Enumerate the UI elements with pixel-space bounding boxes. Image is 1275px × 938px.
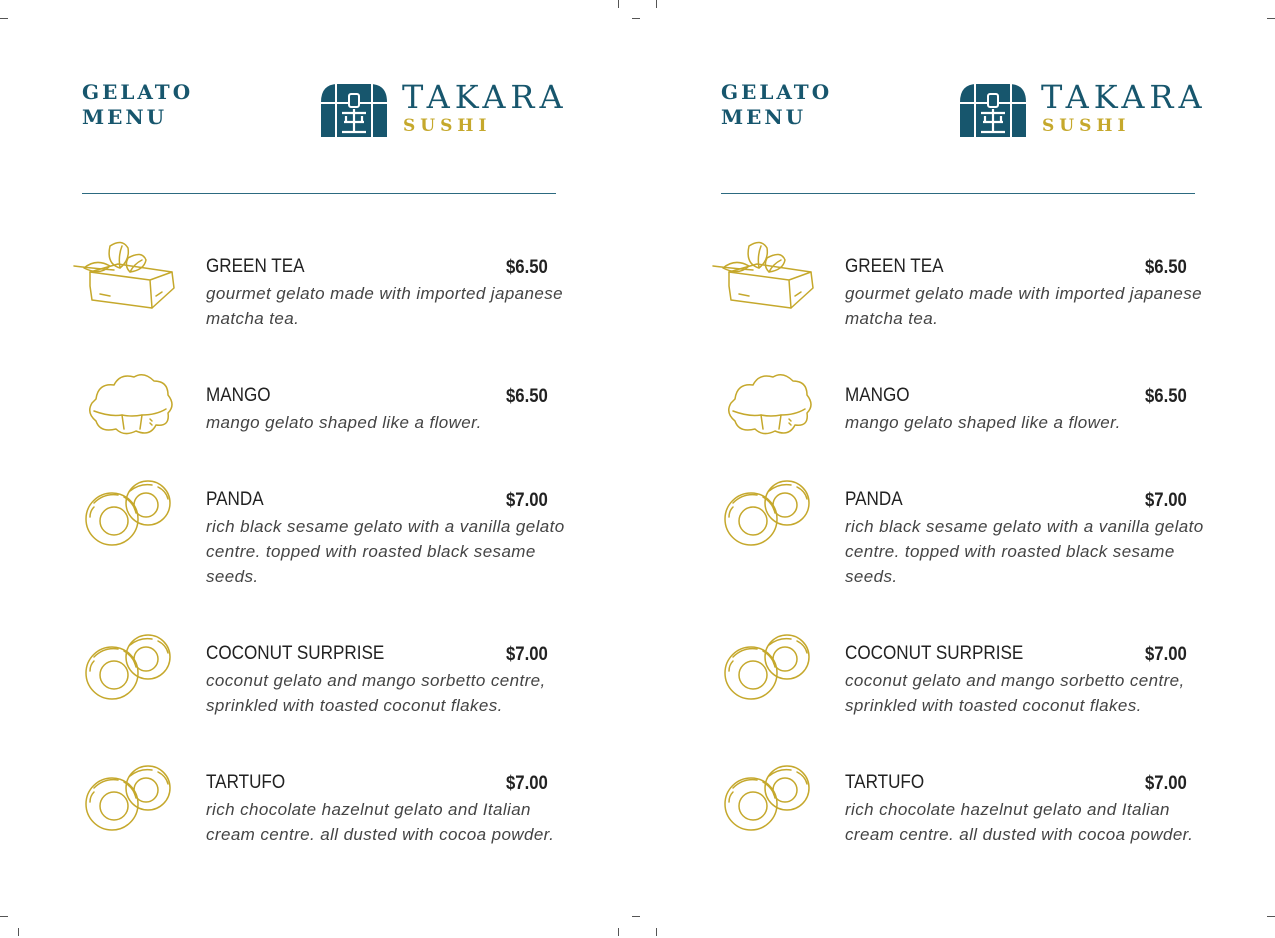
menu-panel-left (70, 0, 630, 938)
item-name: MANGO (206, 385, 271, 406)
item-name: MANGO (845, 385, 910, 406)
matcha-block-icon (70, 234, 180, 314)
flower-mochi-icon (709, 365, 819, 445)
item-price: $7.00 (506, 644, 548, 665)
gelato-balls-icon (70, 473, 180, 553)
item-description: rich black sesame gelato with a vanilla gelato centre. topped with roasted black sesame seeds. (206, 517, 565, 586)
brand-name: TAKARA (402, 78, 568, 116)
brand-logo (318, 80, 568, 140)
crop-mark (0, 18, 8, 19)
menu-title (82, 80, 232, 130)
menu-title-line2: MENU (82, 105, 168, 129)
item-name: COCONUT SURPRISE (206, 643, 385, 664)
item-name: PANDA (206, 489, 264, 510)
item-description: mango gelato shaped like a flower. (845, 413, 1121, 432)
item-price: $6.50 (1145, 257, 1187, 278)
brand-name: TAKARA (1041, 78, 1207, 116)
item-description: rich black sesame gelato with a vanilla gelato centre. topped with roasted black sesame seeds. (845, 517, 1204, 586)
item-name: PANDA (845, 489, 903, 510)
crop-mark (632, 18, 640, 19)
item-description: coconut gelato and mango sorbetto centre, sprinkled with toasted coconut flakes. (845, 671, 1185, 715)
gelato-balls-icon (70, 758, 180, 838)
item-price: $7.00 (506, 490, 548, 511)
item-price: $7.00 (1145, 644, 1187, 665)
item-description: mango gelato shaped like a flower. (206, 413, 482, 432)
brand-subtitle: SUSHI (1042, 116, 1131, 136)
crop-mark (632, 916, 640, 917)
menu-title-line2: MENU (721, 105, 807, 129)
item-price: $7.00 (506, 773, 548, 794)
item-name: GREEN TEA (206, 256, 305, 277)
divider-rule (82, 193, 556, 194)
menu-title (721, 80, 871, 130)
item-description: coconut gelato and mango sorbetto centre, sprinkled with toasted coconut flakes. (206, 671, 546, 715)
item-name: COCONUT SURPRISE (845, 643, 1024, 664)
item-name: TARTUFO (206, 772, 286, 793)
item-price: $7.00 (1145, 490, 1187, 511)
item-price: $6.50 (506, 257, 548, 278)
divider-rule (721, 193, 1195, 194)
crop-mark (18, 928, 19, 936)
item-description: rich chocolate hazelnut gelato and Italian cream centre. all dusted with cocoa powder. (206, 800, 555, 844)
item-description: rich chocolate hazelnut gelato and Italian cream centre. all dusted with cocoa powder. (845, 800, 1194, 844)
flower-mochi-icon (70, 365, 180, 445)
brand-subtitle: SUSHI (403, 116, 492, 136)
menu-title-line1: GELATO (721, 80, 833, 104)
menu-title-line1: GELATO (82, 80, 194, 104)
item-name: GREEN TEA (845, 256, 944, 277)
gelato-balls-icon (709, 473, 819, 553)
item-price: $6.50 (1145, 386, 1187, 407)
treasure-chest-icon (318, 80, 390, 138)
item-price: $7.00 (1145, 773, 1187, 794)
gelato-balls-icon (709, 627, 819, 707)
item-description: gourmet gelato made with imported japanese matcha tea. (845, 284, 1202, 328)
crop-mark (656, 928, 657, 936)
gelato-balls-icon (70, 627, 180, 707)
matcha-block-icon (709, 234, 819, 314)
item-name: TARTUFO (845, 772, 925, 793)
gelato-balls-icon (709, 758, 819, 838)
crop-mark (656, 0, 657, 8)
treasure-chest-icon (957, 80, 1029, 138)
brand-logo (957, 80, 1207, 140)
item-price: $6.50 (506, 386, 548, 407)
item-description: gourmet gelato made with imported japanese matcha tea. (206, 284, 563, 328)
crop-mark (0, 916, 8, 917)
menu-panel-right (709, 0, 1269, 938)
